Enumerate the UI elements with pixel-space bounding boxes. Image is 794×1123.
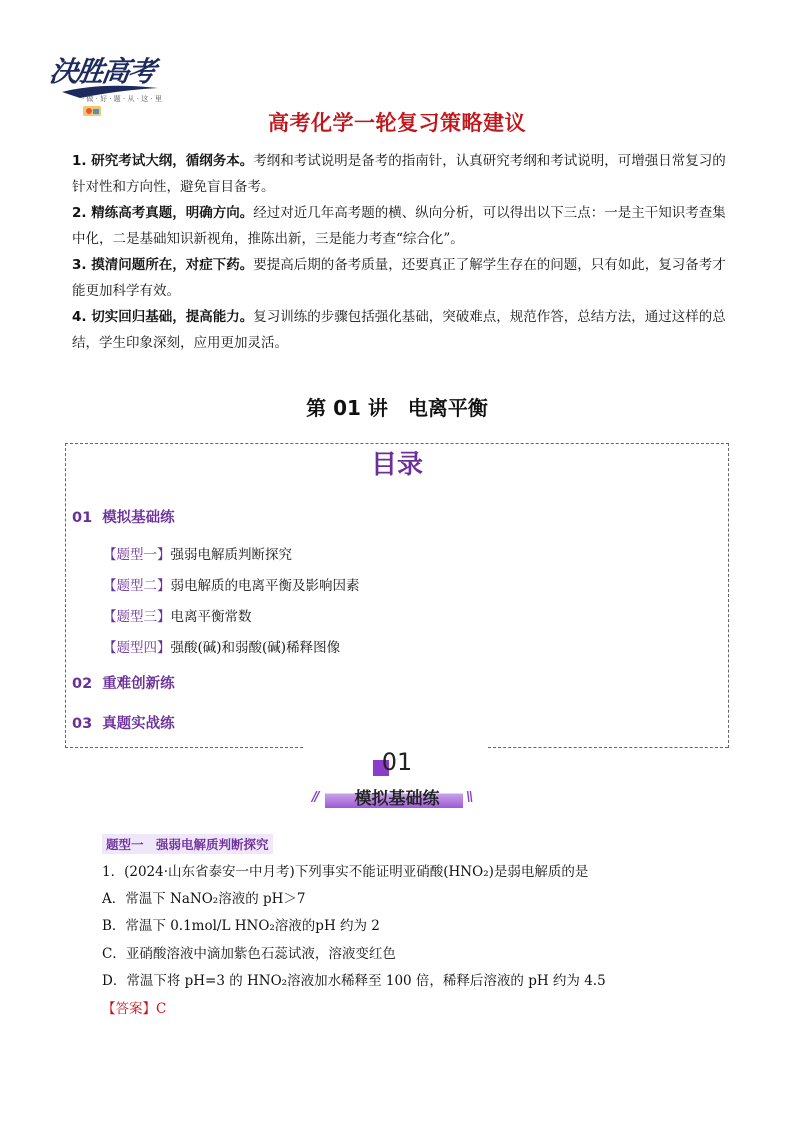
question-stem: 1．(2024·山东省泰安一中月考)下列事实不能证明亚硝酸(HNO₂)是弱电解质的是 [102, 864, 589, 880]
advice-heading: 1. 研究考试大纲，循纲务本。 [72, 153, 254, 169]
slash-left-icon: // [312, 790, 318, 805]
section-label: 模拟基础练 [354, 789, 440, 809]
toc-section-03[interactable] [72, 712, 175, 733]
advice-heading: 3. 摸清问题所在，对症下药。 [72, 257, 254, 273]
toc-type-label: 电离平衡常数 [170, 609, 252, 625]
toc-type-label: 强酸(碱)和弱酸(碱)稀释图像 [170, 640, 341, 656]
advice-text: 复习训练的步骤包括强化基础，突破难点，规范作答，总结方法，通过这样的总结，学生印象深刻，应用更加灵活。 [72, 309, 726, 351]
advice-item [72, 304, 732, 356]
toc-section-num: 03 [72, 716, 93, 732]
toc-section-num: 02 [72, 676, 93, 692]
toc-section-02[interactable] [72, 672, 175, 693]
toc-type-tag: 【题型一】 [103, 547, 171, 563]
lecture-title: 第 01 讲 电离平衡 [306, 396, 488, 420]
toc-section-01[interactable] [72, 506, 175, 527]
toc-type-1[interactable] [103, 543, 292, 563]
advice-text: 考纲和考试说明是备考的指南针，认真研究考纲和考试说明，可增强日常复习的针对性和方向性，避免盲目备考。 [72, 153, 726, 195]
toc-section-label: 重难创新练 [102, 676, 175, 692]
toc-type-3[interactable] [103, 605, 252, 625]
page-title: 高考化学一轮复习策略建议 [268, 111, 526, 135]
advice-item [72, 200, 732, 252]
logo-subtitle: · 做 · 好 · 题 · 从 · 这 · 里 [82, 95, 162, 103]
answer-tag: 【答案】 [102, 1001, 156, 1017]
advice-list [72, 148, 732, 356]
toc-heading: 目录 [370, 450, 423, 480]
advice-item [72, 252, 732, 304]
logo-text: 決胜高考 [47, 55, 157, 88]
toc-type-tag: 【题型四】 [103, 640, 171, 656]
advice-heading: 2. 精练高考真题，明确方向。 [72, 205, 254, 221]
toc-section-label: 模拟基础练 [102, 510, 175, 526]
advice-heading: 4. 切实回归基础，提高能力。 [72, 309, 254, 325]
question-type-label: 题型一 强弱电解质判断探究 [102, 834, 273, 854]
slash-right-icon: \\ [466, 790, 472, 805]
option-c: C．亚硝酸溶液中滴加紫色石蕊试液，溶液变红色 [102, 946, 396, 962]
toc-type-4[interactable] [103, 636, 340, 656]
toc-type-label: 强弱电解质判断探究 [170, 547, 292, 563]
option-d: D．常温下将 pH=3 的 HNO₂溶液加水稀释至 100 倍，稀释后溶液的 pH 约为 4.5 [102, 973, 606, 989]
answer [102, 997, 166, 1017]
advice-item [72, 148, 732, 200]
toc-box [65, 443, 729, 748]
toc-type-label: 弱电解质的电离平衡及影响因素 [170, 578, 360, 594]
toc-type-tag: 【题型二】 [103, 578, 171, 594]
toc-section-num: 01 [72, 510, 93, 526]
toc-section-label: 真题实战练 [102, 716, 175, 732]
toc-type-tag: 【题型三】 [103, 609, 171, 625]
option-b: B．常温下 0.1mol/L HNO₂溶液的pH 约为 2 [102, 918, 380, 934]
option-a: A．常温下 NaNO₂溶液的 pH＞7 [102, 891, 306, 907]
advice-text: 要提高后期的备考质量，还要真正了解学生存在的问题，只有如此，复习备考才能更加科学有效。 [72, 257, 726, 299]
advice-text: 经过对近几年高考题的横、纵向分析，可以得出以下三点：一是主干知识考查集中化，二是基础知识新视角，推陈出新，三是能力考查“综合化”。 [72, 205, 726, 247]
toc-type-2[interactable] [103, 574, 360, 594]
answer-value: C [156, 1001, 167, 1017]
section-number: 01 [381, 748, 413, 776]
